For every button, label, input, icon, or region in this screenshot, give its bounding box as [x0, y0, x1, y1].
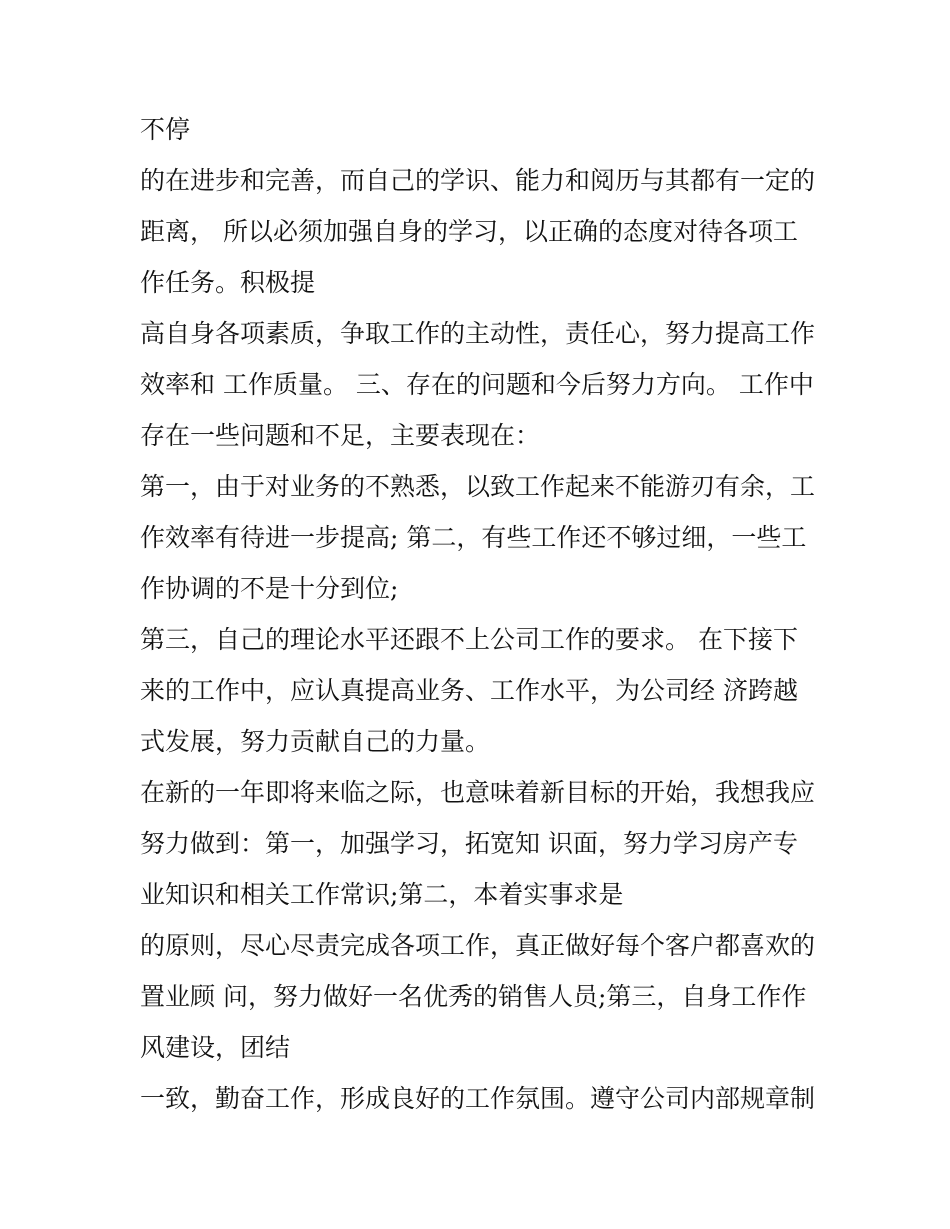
- text-line: 作任务。积极提: [140, 268, 316, 297]
- text-line: 来的工作中，应认真提高业务、工作水平，为公司经 济跨越: [140, 676, 798, 705]
- text-line: 第一，由于对业务的不熟悉，以致工作起来不能游刃有余，工: [140, 472, 816, 501]
- text-line: 不停: [140, 115, 191, 144]
- text-line: 作协调的不是十分到位;: [140, 574, 399, 603]
- document-body: [140, 104, 820, 1124]
- text-line: 效率和 工作质量。 三、存在的问题和今后努力方向。 工作中: [140, 370, 814, 399]
- text-line: 一致，勤奋工作，形成良好的工作氛围。遵守公司内部规章制: [140, 1084, 816, 1113]
- text-line: 距离， 所以必须加强自身的学习，以正确的态度对待各项工: [140, 217, 798, 246]
- text-line: 存在一些问题和不足，主要表现在：: [140, 421, 541, 450]
- text-line: 第三，自己的理论水平还跟不上公司工作的要求。 在下接下: [140, 625, 798, 654]
- text-line: 式发展，努力贡献自己的力量。: [140, 727, 491, 756]
- text-line: 努力做到：第一，加强学习，拓宽知 识面，努力学习房产专: [140, 829, 798, 858]
- text-line: 业知识和相关工作常识;第二，本着实事求是: [140, 880, 624, 909]
- text-line: 的原则，尽心尽责完成各项工作，真正做好每个客户都喜欢的: [140, 931, 816, 960]
- text-line: 高自身各项素质，争取工作的主动性，责任心，努力提高工作: [140, 319, 816, 348]
- text-line: 在新的一年即将来临之际，也意味着新目标的开始，我想我应: [140, 778, 816, 807]
- text-line: 置业顾 问，努力做好一名优秀的销售人员;第三，自身工作作: [140, 982, 807, 1011]
- text-line: 风建设，团结: [140, 1033, 291, 1062]
- text-line: 的在进步和完善，而自己的学识、能力和阅历与其都有一定的: [140, 166, 816, 195]
- text-line: 作效率有待进一步提高; 第二，有些工作还不够过细，一些工: [140, 523, 807, 552]
